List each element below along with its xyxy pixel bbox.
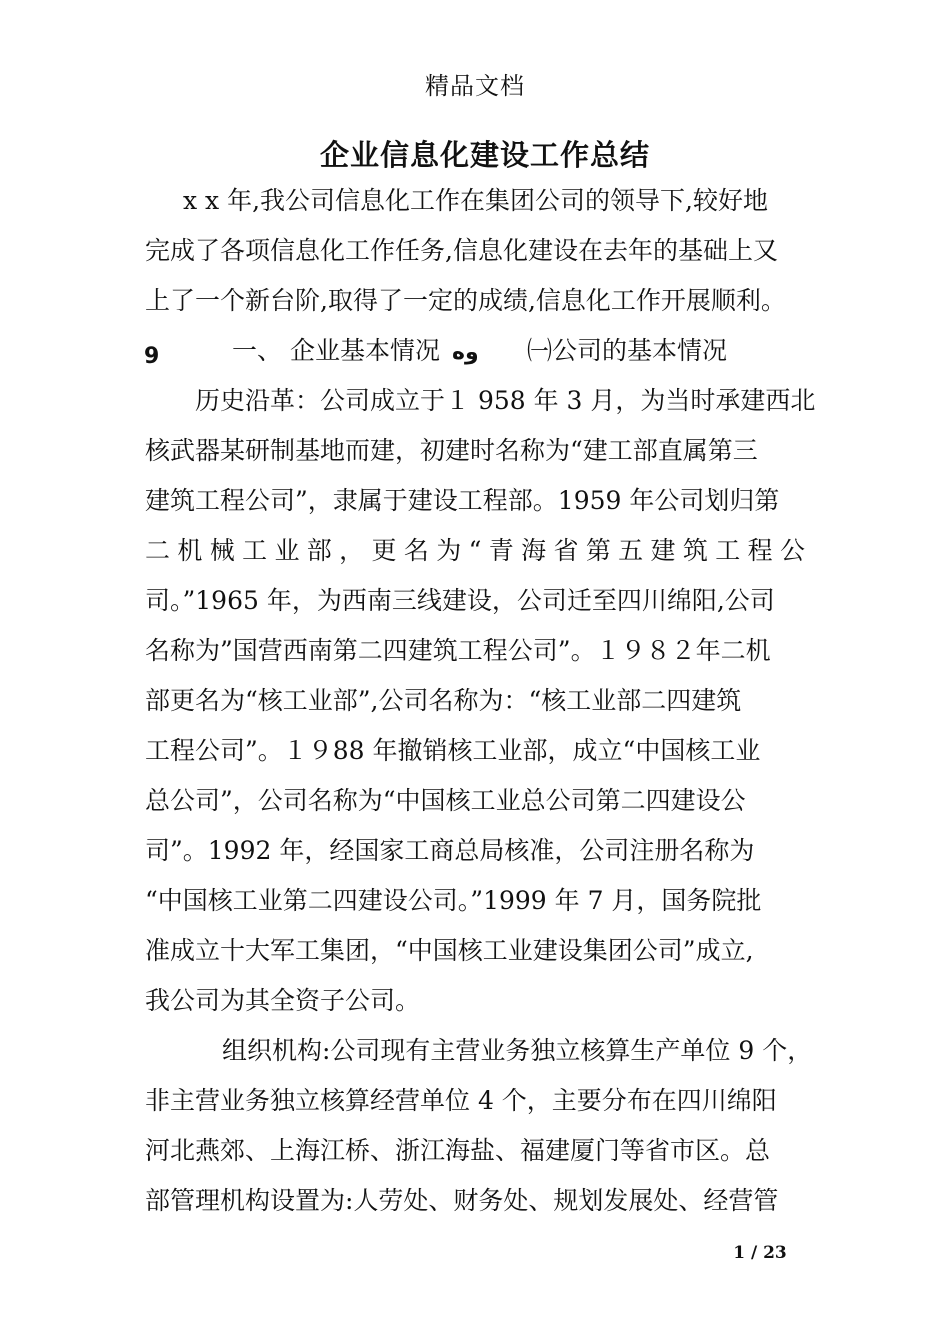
page-number: 1 / 23 — [733, 1243, 787, 1263]
org-line-1: 组织机构:公司现有主营业务独立核算生产单位 9 个， — [222, 1036, 813, 1065]
history-line-7: 部更名为“核工业部”,公司名称为：“核工业部二四建筑 — [145, 686, 742, 715]
history-line-12: 准成立十大军工集团，“中国核工业建设集团公司”成立, — [145, 936, 754, 965]
document-title: 企业信息化建设工作总结 — [319, 138, 650, 172]
section-heading: 一、 企业基本情况 — [232, 336, 440, 365]
history-line-3: 建筑工程公司”，隶属于建设工程部。1959 年公司划归第 — [145, 486, 780, 515]
history-line-5: 司。”1965 年，为西南三线建设，公司迁至四川绵阳,公司 — [145, 586, 775, 615]
history-line-13: 我公司为其全资子公司。 — [145, 986, 421, 1015]
history-line-11: “中国核工业第二四建设公司。”1999 年 7 月，国务院批 — [145, 886, 762, 915]
org-line-4: 部管理机构设置为:人劳处、财务处、规划发展处、经营管 — [145, 1186, 779, 1215]
section-subheading: ㈠公司的基本情况 — [527, 336, 728, 365]
history-line-8: 工程公司”。１９88 年撤销核工业部，成立“中国核工业 — [145, 736, 761, 765]
intro-line-2: 完成了各项信息化工作任务,信息化建设在去年的基础上又 — [145, 236, 778, 265]
history-line-6: 名称为”国营西南第二四建筑工程公司”。１９８２年二机 — [145, 636, 771, 665]
history-line-9: 总公司”，公司名称为“中国核工业总公司第二四建设公 — [145, 786, 746, 815]
stray-mark-left: 9 — [144, 344, 160, 369]
history-line-2: 核武器某研制基地而建，初建时名称为“建工部直属第三 — [145, 436, 758, 465]
stray-mark-mid: وه — [452, 340, 479, 365]
org-line-3: 河北燕郊、上海江桥、浙江海盐、福建厦门等省市区。总 — [145, 1136, 771, 1165]
history-line-10: 司”。1992 年，经国家工商总局核准，公司注册名称为 — [145, 836, 755, 865]
history-line-4: 二机械工业部，更名为“青海省第五建筑工程公 — [145, 536, 805, 565]
intro-line-3: 上了一个新台阶,取得了一定的成绩,信息化工作开展顺利。 — [145, 286, 786, 315]
org-line-2: 非主营业务独立核算经营单位 4 个，主要分布在四川绵阳 — [145, 1086, 777, 1115]
page-header: 精品文档 — [425, 72, 525, 100]
intro-line-1: x x 年,我公司信息化工作在集团公司的领导下,较好地 — [183, 186, 768, 215]
history-line-1: 历史沿革：公司成立于１ 958 年 3 月，为当时承建西北 — [195, 386, 816, 415]
